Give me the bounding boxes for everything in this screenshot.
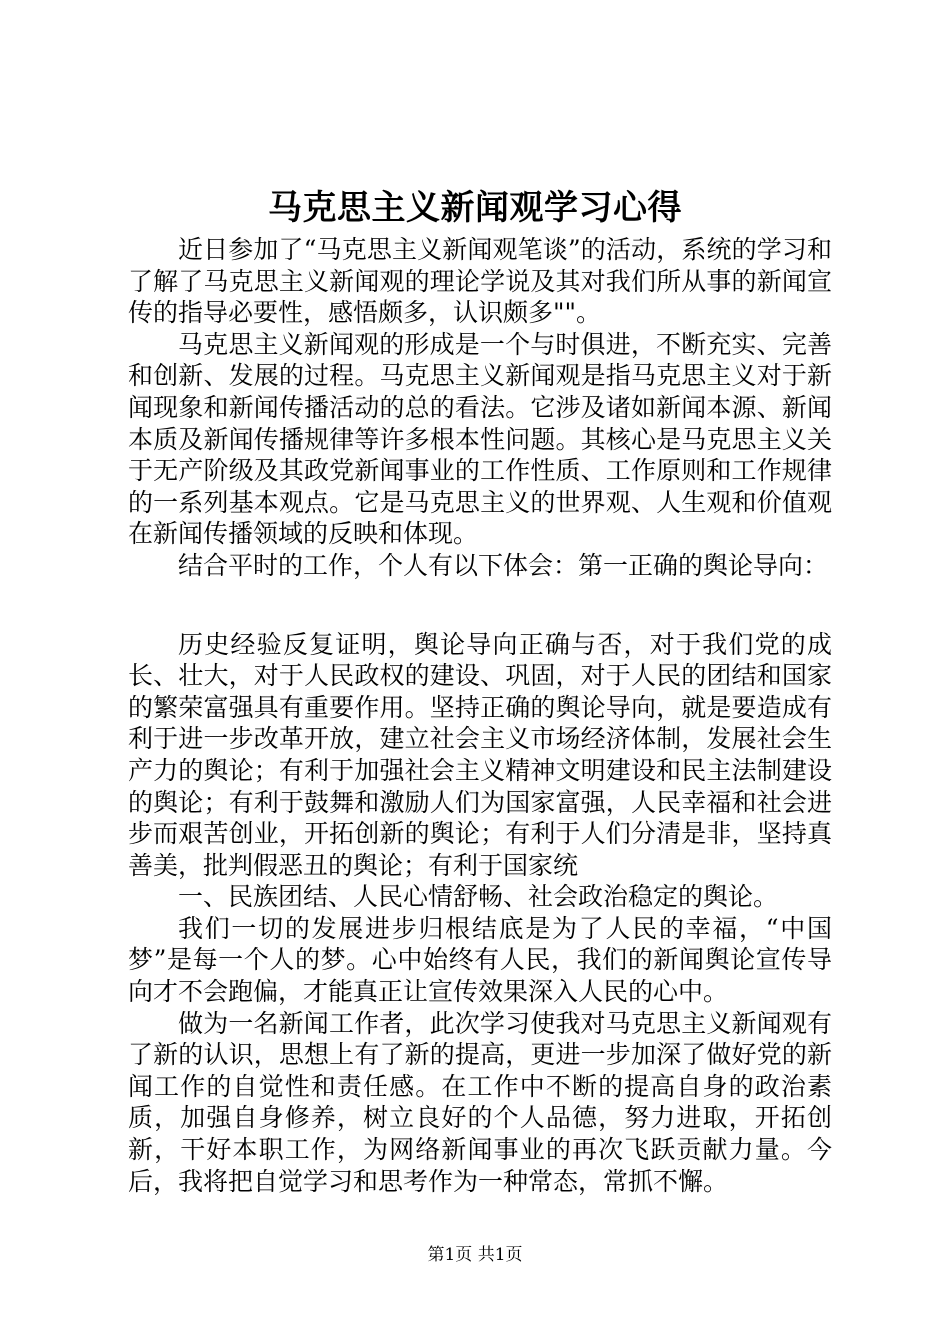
document-title: 马克思主义新闻观学习心得 bbox=[268, 188, 682, 228]
paragraph-history: 历史经验反复证明，舆论导向正确与否，对于我们党的成长、壮大，对于人民政权的建设、巩固，对于人民的团结和国家的繁荣富强具有重要作用。坚持正确的舆论导向，就是要造成有利于进一步改革开放，建立社会主义市场经济体制，发展社会生产力的舆论；有利于加强社会主义精神文明建设和民主法制建设的舆论；有利于鼓舞和激励人们为国家富强，人民幸福和社会进步而艰苦创业，开拓创新的舆论；有利于人们分清是非，坚持真善美，批判假恶丑的舆论；有利于国家统 bbox=[128, 629, 832, 880]
paragraph-people: 我们一切的发展进步归根结底是为了人民的幸福，“中国梦”是每一个人的梦。心中始终有人民，我们的新闻舆论宣传导向才不会跑偏，才能真正让宣传效果深入人民的心中。 bbox=[128, 913, 832, 1007]
document-body bbox=[128, 234, 832, 1197]
paragraph-experience: 结合平时的工作，个人有以下体会：第一正确的舆论导向： bbox=[178, 550, 829, 580]
page-footer: 第1页 共1页 bbox=[427, 1245, 523, 1265]
paragraph-definition: 马克思主义新闻观的形成是一个与时俱进，不断充实、完善和创新、发展的过程。马克思主义新闻观是指马克思主义对于新闻现象和新闻传播活动的总的看法。它涉及诸如新闻本源、新闻本质及新闻传播规律等许多根本性问题。其核心是马克思主义关于无产阶级及其政党新闻事业的工作性质、工作原则和工作规律的一系列基本观点。它是马克思主义的世界观、人生观和价值观在新闻传播领域的反映和体现。 bbox=[128, 329, 832, 549]
paragraph-intro: 近日参加了“马克思主义新闻观笔谈”的活动，系统的学习和了解了马克思主义新闻观的理论学说及其对我们所从事的新闻宣传的指导必要性，感悟颇多，认识颇多""。 bbox=[128, 235, 832, 328]
paragraph-conclusion: 做为一名新闻工作者，此次学习使我对马克思主义新闻观有了新的认识，思想上有了新的提高，更进一步加深了做好党的新闻工作的自觉性和责任感。在工作中不断的提高自身的政治素质，加强自身修养，树立良好的个人品德，努力进取，开拓创新，干好本职工作，为网络新闻事业的再次飞跃贡献力量。今后，我将把自觉学习和思考作为一种常态，常抓不懈。 bbox=[128, 1008, 832, 1196]
paragraph-unity: 一、民族团结、人民心情舒畅、社会政治稳定的舆论。 bbox=[178, 882, 779, 912]
